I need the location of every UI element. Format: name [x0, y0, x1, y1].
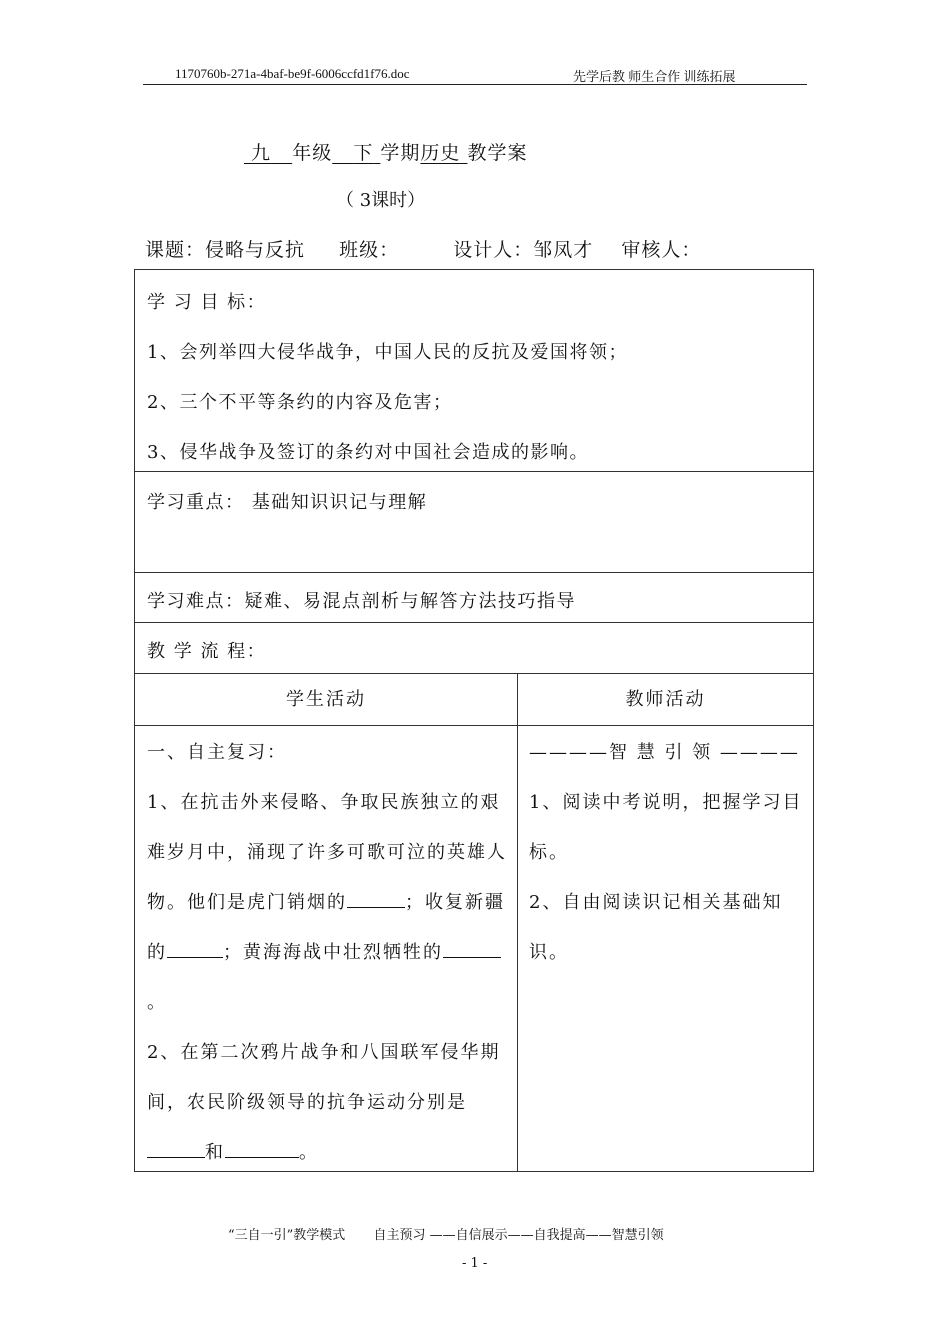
title-term-suffix: 学期 [380, 142, 421, 164]
answer-blank[interactable] [225, 1141, 299, 1158]
answer-blank[interactable] [347, 891, 405, 908]
header-motto: 先学后教 师生合作 训练拓展 [573, 69, 736, 84]
meta-reviewer: 审核人： [621, 239, 702, 261]
title-subject: 历史 [420, 142, 461, 164]
title-grade: 九 [251, 142, 272, 164]
objective-item: 2、三个不平等条约的内容及危害； [147, 392, 453, 413]
title-term: 下 [353, 142, 374, 164]
teacher-activity-content [529, 728, 809, 978]
question-1: 1、在抗击外来侵略、争取民族独立的艰难岁月中，涌现了许多可歌可泣的英雄人物。他们是虎门销烟的 ；收复新疆的 ；黄海海战中壮烈牺牲的。 [147, 792, 507, 1013]
footer-steps: 自主预习 ——自信展示——自我提高——智慧引领 [373, 1228, 664, 1243]
page-number: - 1 - [462, 1256, 488, 1271]
process-cell [135, 623, 813, 674]
teacher-item: 1、阅读中考说明，把握学习目标。 [529, 792, 803, 863]
process-heading: 教 学 流 程： [147, 641, 267, 662]
focus-cell [135, 472, 813, 573]
meta-designer: 设计人：邹凤才 [453, 239, 594, 261]
guidance-heading: ————智 慧 引 领 ———— [529, 742, 800, 763]
answer-blank[interactable] [167, 941, 223, 958]
question-2: 2、在第二次鸦片战争和八国联军侵华期间，农民阶级领导的抗争运动分别是和 。 [147, 1042, 501, 1163]
objective-item: 3、侵华战争及签订的条约对中国社会造成的影响。 [147, 442, 589, 463]
objective-item: 1、会列举四大侵华战争，中国人民的反抗及爱国将领； [147, 342, 628, 363]
page-footer [228, 1224, 688, 1243]
column-divider [517, 674, 518, 1171]
student-activity-header: 学生活动 [286, 689, 366, 710]
answer-blank[interactable] [147, 1141, 205, 1158]
objectives-cell [135, 270, 813, 472]
focus-text: 学习重点： 基础知识识记与理解 [147, 492, 428, 513]
title-grade-suffix: 年级 [292, 142, 333, 164]
teacher-item: 2、自由阅读识记相关基础知识。 [529, 892, 783, 963]
lesson-count: （ 3课时） [336, 190, 426, 211]
footer-mode: “三自一引”教学模式 [228, 1228, 346, 1243]
teacher-activity-header: 教师活动 [625, 689, 706, 710]
student-activity-content [147, 728, 509, 1178]
self-review-heading: 一、自主复习： [147, 742, 287, 763]
difficulty-cell [135, 573, 813, 623]
title-suffix: 教学案 [467, 142, 528, 164]
difficulty-text: 学习难点：疑难、易混点剖析与解答方法技巧指导 [147, 591, 576, 612]
doc-title [244, 138, 527, 165]
objectives-heading: 学 习 目 标： [147, 292, 267, 313]
answer-blank[interactable] [443, 941, 501, 958]
lesson-table [134, 269, 814, 1172]
lesson-meta [145, 235, 701, 262]
meta-class: 班级： [339, 239, 400, 261]
page-header [143, 62, 807, 85]
meta-topic: 课题：侵略与反抗 [145, 239, 306, 261]
doc-filename: 1170760b-271a-4baf-be9f-6006ccfd1f76.doc [175, 66, 410, 81]
